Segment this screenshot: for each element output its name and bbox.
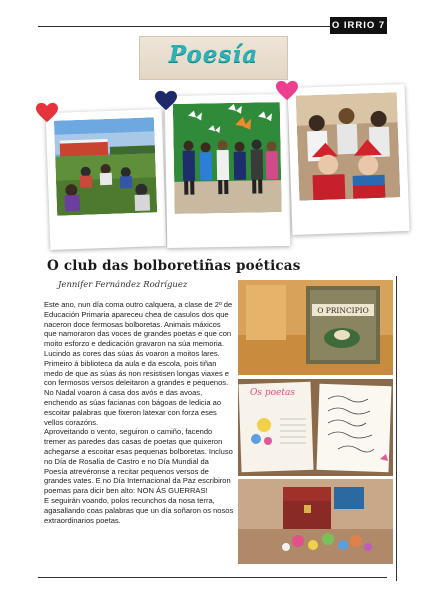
navy-heart-icon <box>155 90 177 112</box>
article-paragraph: No Nadal voaron á casa dos avós e das avoas, enchendo as súas facianas con bágoas de ledicia ao escoitar palabras que fixeron latexar con forza eses vellos corazóns. <box>44 388 222 427</box>
column-rule <box>396 276 397 581</box>
poesia-banner <box>139 36 288 80</box>
article-paragraph: Lucindo as cores das súas ás voaron a moitos lares. Primeiro á biblioteca da aula e da escola, pois tiñan medo de que as súas ás non resistisen longas viaxes e con fermosos versos deleitaron a grandes e pequenos. <box>44 348 230 388</box>
book-title: O PRINCIPIO <box>317 306 369 315</box>
photo-butterflies <box>173 102 282 214</box>
article-title: O club das bolboretiñas poéticas <box>47 258 301 274</box>
header-rule <box>38 26 330 27</box>
photo-treasure-chest <box>238 479 393 564</box>
photo-outdoor <box>54 117 157 215</box>
footer-rule <box>38 577 387 578</box>
red-heart-icon <box>36 102 58 124</box>
banner-title: Poesía <box>168 41 259 68</box>
article-paragraph: E seguirán voando, polos recunchos da nosa terra, agasallando coas palabras que un día soñaron os nosos extraordinarios poetas. <box>44 495 234 525</box>
pink-heart-icon <box>276 80 298 102</box>
photo-cards <box>238 379 393 476</box>
photo-christmas <box>296 92 401 200</box>
article-body <box>44 300 234 525</box>
polaroid-butterflies <box>165 94 291 248</box>
photo-book <box>238 280 393 375</box>
polaroid-outdoor <box>46 109 167 250</box>
card-title: Os poetas <box>250 388 295 398</box>
article-paragraph: Este ano, nun día coma outro calquera, a clase de 2º de Educación Primaria apareceu chea de casulos dos que naceron doce fermosas bolboretas. Animais máxicos que namoraron das voces de grandes poetas e que con moito esforzo e dedicación gravaron na súa memoria. <box>44 300 233 349</box>
article-author: Jennifer Fernández Rodríguez <box>58 280 188 290</box>
polaroid-christmas <box>287 84 409 235</box>
page-badge: O IRRIO 7 <box>330 17 387 34</box>
article-paragraph: Aproveitando o vento, seguiron o camiño, facendo tremer as paredes das casas de poetas que quixeron achegarse a escoitar esas pequenas bolboretas. Incluso no Día de Rosalía de Castro e no Día Mundial da Poesía atrevéronse a recitar pequenos versos de grandes vates. E no Día Internacional da Paz escribiron poemas para dicir ben alto: NON ÁS GUERRAS! <box>44 427 233 496</box>
